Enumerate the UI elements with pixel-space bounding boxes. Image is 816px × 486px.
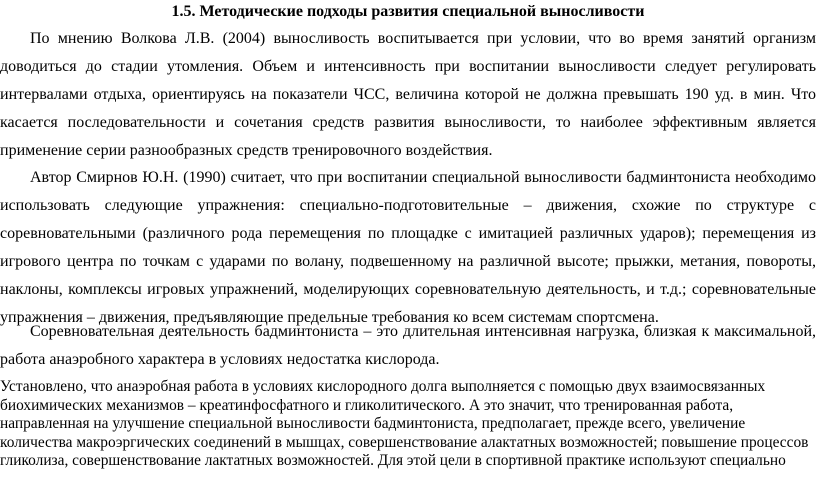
paragraph-volkov: По мнению Волкова Л.В. (2004) выносливость воспитывается при условии, что во время занятий организм доводиться до стадии утомления. Объем и интенсивность при воспитании выносливости следует регулировать интервалами отдыха, ориентируясь на показатели ЧСС, величина которой не должна превышать 190 уд. в мин. Что касается последовательности и сочетания средств развития выносливости, то наиболее эффективным является применение серии разнообразных средств тренировочного воздействия. [0,30,816,159]
section-title: 1.5. Методические подходы развития специальной выносливости [171,3,645,20]
paragraph-competitive-activity: Соревновательная деятельность бадминтониста – это длительная интенсивная нагрузка, близкая к максимальной, работа анаэробного характера в условиях недостатка кислорода. [0,323,816,368]
paragraph-smirnov: Автор Смирнов Ю.Н. (1990) считает, что при воспитании специальной выносливости бадминтониста необходимо использовать следующие упражнения: специально-подготовительные – движения, схожие по структуре с соревновательными (различного рода перемещения по площадке с имитацией различных ударов); перемещения из игрового центра по точкам с ударами по волану, подвешенному на различной высоте; прыжки, метания, повороты, наклоны, комплексы игровых упражнений, моделирующих соревновательную деятельность, и т.д.; соревновательные упражнения – движения, предъявляющие предельные требования ко всем системам спортсмена. [0,169,816,326]
paragraph-anaerobic-work: Установлено, что анаэробная работа в условиях кислородного долга выполняется с помощью двух взаимосвязанных биохимических механизмов – креатинфосфатного и гликолитического. А это значит, что тренированная работа, направленная на улучшение специальной выносливости бадминтониста, предполагает, прежде всего, увеличение количества макроэргических соединений в мышцах, совершенствование алактатных возможностей; повышение процессов гликолиза, совершенствование лактатных возможностей. Для этой цели в спортивной практике используют специально [0,378,809,470]
